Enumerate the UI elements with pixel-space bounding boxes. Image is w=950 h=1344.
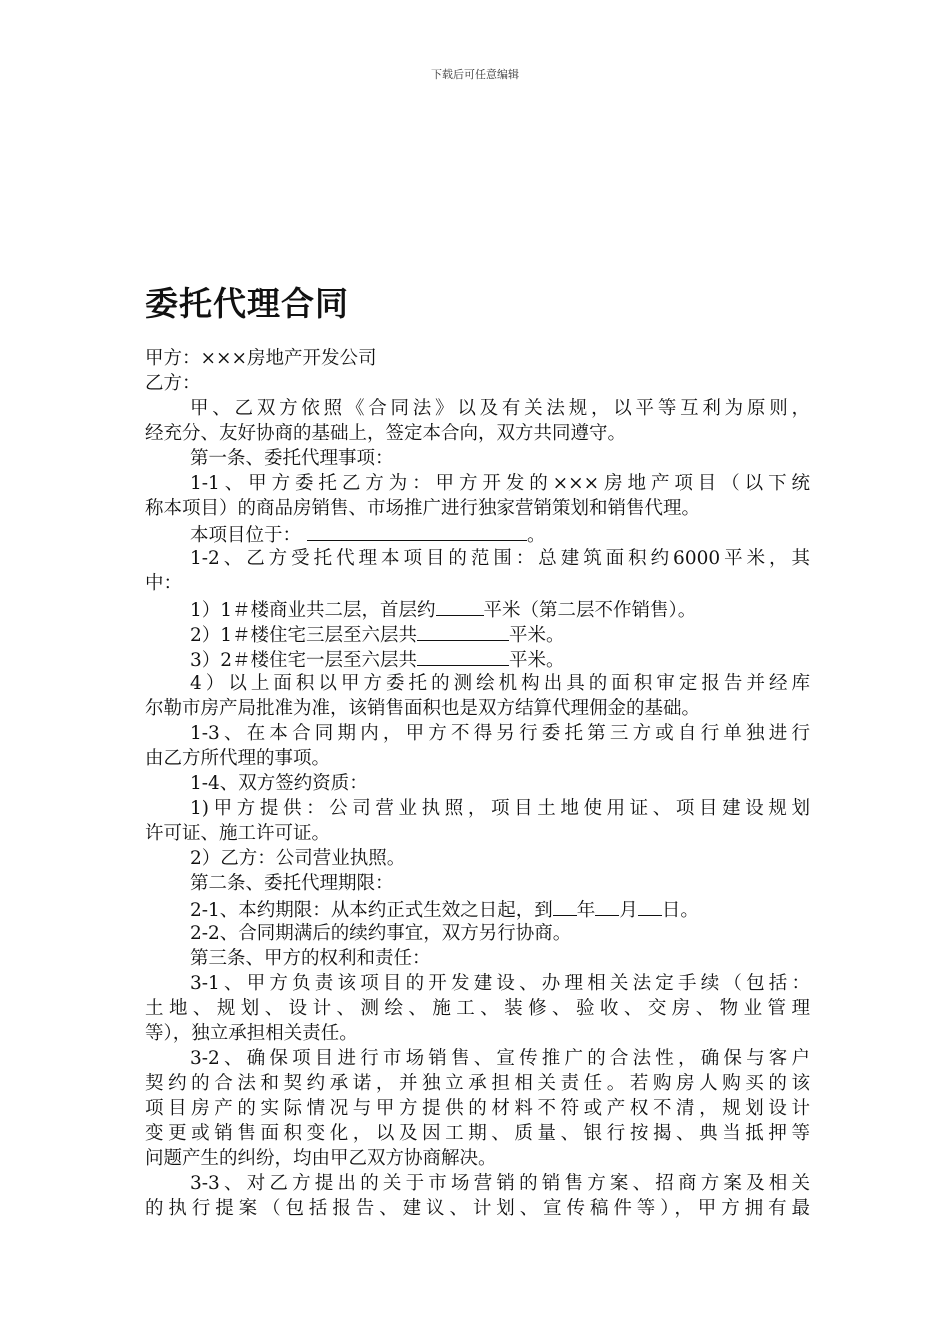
article-heading: 第二条、委托代理期限： <box>190 873 394 894</box>
document-title: 委托代理合同 <box>145 284 349 323</box>
paragraph-line: 的执行提案（包括报告、建议、计划、宣传稿件等），甲方拥有最 <box>145 1198 810 1219</box>
month-blank <box>595 896 619 916</box>
item-text: 平米。 <box>509 625 565 646</box>
paragraph-line: 经充分、友好协商的基础上，签定本合向，双方共同遵守。 <box>145 423 627 444</box>
paragraph-line: 3-3、对乙方提出的关于市场营销的销售方案、招商方案及相关 <box>190 1173 810 1194</box>
paragraph-line: 尔勒市房产局批准为准，该销售面积也是双方结算代理佣金的基础。 <box>145 698 701 719</box>
term-text: 2-1、本约期限：从本约正式生效之日起，到 <box>190 900 553 921</box>
paragraph-line: 等），独立承担相关责任。 <box>145 1023 358 1044</box>
paragraph-line: 1-3、在本合同期内，甲方不得另行委托第三方或自行单独进行 <box>190 723 810 744</box>
paragraph-line: 项目房产的实际情况与甲方提供的材料不符或产权不清，规划设计 <box>145 1098 810 1119</box>
contract-body <box>145 346 810 1221</box>
article-heading: 第一条、委托代理事项： <box>190 448 394 469</box>
paragraph-line <box>145 896 810 921</box>
paragraph-line: 1)甲方提供：公司营业执照，项目土地使用证、项目建设规划 <box>190 798 810 819</box>
party-a-line: 甲方：×××房地产开发公司 <box>145 348 377 369</box>
location-end: 。 <box>527 525 546 546</box>
paragraph-line: 称本项目）的商品房销售、市场推广进行独家营销策划和销售代理。 <box>145 498 701 519</box>
paragraph-line: 3-1、甲方负责该项目的开发建设、办理相关法定手续（包括： <box>190 973 810 994</box>
item-text: 2）1＃楼住宅三层至六层共 <box>190 625 418 646</box>
paragraph-line: 4）以上面积以甲方委托的测绘机构出具的面积审定报告并经库 <box>190 673 810 694</box>
paragraph-line: 契约的合法和契约承诺，并独立承担相关责任。若购房人购买的该 <box>145 1073 810 1094</box>
paragraph-line <box>145 646 810 671</box>
paragraph-line: 1-2、乙方受托代理本项目的范围：总建筑面积约6000平米，其 <box>190 548 810 569</box>
term-year: 年 <box>576 900 596 921</box>
paragraph-line: 土地、规划、设计、测绘、施工、装修、验收、交房、物业管理 <box>145 998 810 1019</box>
term-day: 日。 <box>661 900 699 921</box>
paragraph-line: 甲、乙双方依照《合同法》以及有关法规，以平等互利为原则， <box>190 398 810 419</box>
day-blank <box>638 896 662 916</box>
paragraph-line: 1-4、双方签约资质： <box>190 773 368 794</box>
paragraph-line: 2-2、合同期满后的续约事宜，双方另行协商。 <box>190 923 572 944</box>
area-blank <box>436 596 484 616</box>
page-header: 下载后可任意编辑 <box>431 68 519 81</box>
area-blank <box>417 646 509 666</box>
location-label: 本项目位于： <box>190 525 302 546</box>
paragraph-line: 2）乙方：公司营业执照。 <box>190 848 406 869</box>
paragraph-line: 3-2、确保项目进行市场销售、宣传推广的合法性，确保与客户 <box>190 1048 810 1069</box>
party-b-line: 乙方： <box>145 373 201 394</box>
location-blank <box>307 521 527 541</box>
item-text: 平米（第二层不作销售）。 <box>483 600 697 621</box>
paragraph-line: 1-1、甲方委托乙方为：甲方开发的×××房地产项目（以下统 <box>190 473 810 494</box>
paragraph-line: 问题产生的纠纷，均由甲乙双方协商解决。 <box>145 1148 497 1169</box>
paragraph-line: 由乙方所代理的事项。 <box>145 748 331 769</box>
year-blank <box>553 896 577 916</box>
term-month: 月 <box>619 900 638 921</box>
paragraph-line <box>145 521 810 546</box>
paragraph-line: 许可证、施工许可证。 <box>145 823 331 844</box>
area-blank <box>417 621 509 641</box>
item-text: 1）1＃楼商业共二层，首层约 <box>190 600 436 621</box>
paragraph-line: 中： <box>145 573 183 594</box>
paragraph-line <box>145 596 810 621</box>
item-text: 3）2＃楼住宅一层至六层共 <box>190 650 418 671</box>
paragraph-line <box>145 621 810 646</box>
paragraph-line: 变更或销售面积变化，以及因工期、质量、银行按揭、典当抵押等 <box>145 1123 810 1144</box>
item-text: 平米。 <box>509 650 565 671</box>
article-heading: 第三条、甲方的权利和责任： <box>190 948 431 969</box>
